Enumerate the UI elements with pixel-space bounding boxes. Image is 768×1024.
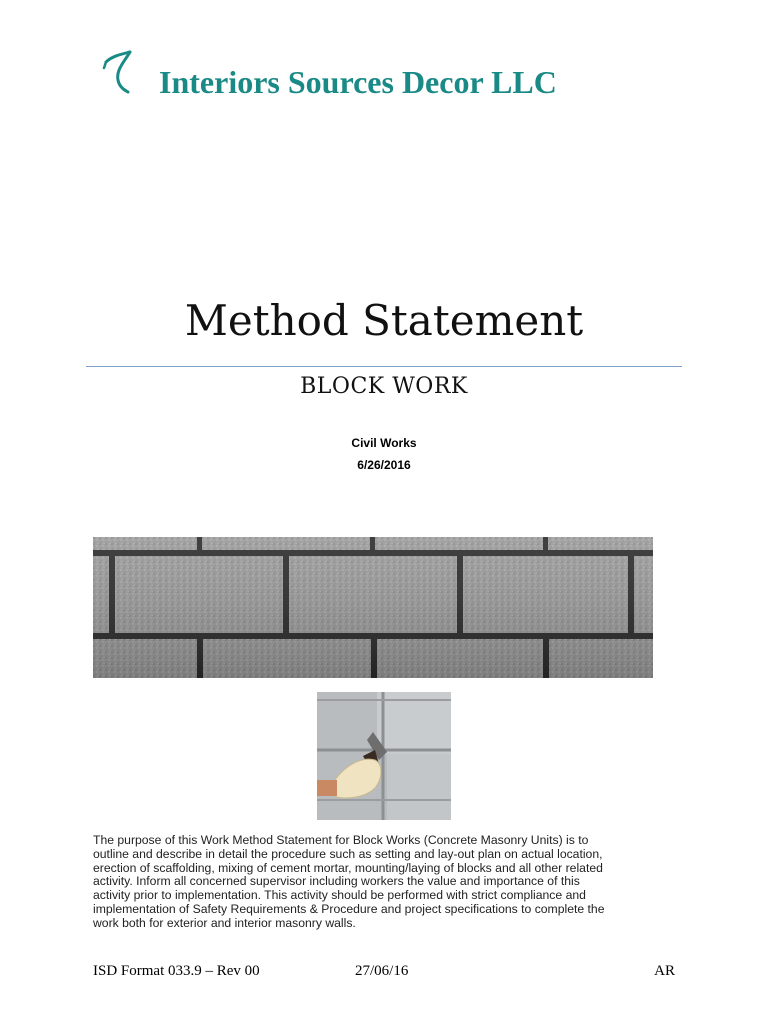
purpose-line: activity prior to implementation. This activity should be performed with strict compliance and bbox=[93, 888, 586, 903]
document-date: 6/26/2016 bbox=[357, 458, 411, 472]
footer-initials: AR bbox=[654, 963, 675, 979]
purpose-line: implementation of Safety Requirements & Procedure and project specifications to complete the bbox=[93, 901, 605, 916]
document-title: Method Statement bbox=[184, 296, 584, 345]
purpose-line: erection of scaffolding, mixing of cement mortar, mounting/laying of blocks and all other related bbox=[93, 860, 603, 875]
footer-format-code: ISD Format 033.9 – Rev 00 bbox=[93, 963, 260, 979]
department-label: Civil Works bbox=[351, 436, 417, 450]
title-divider bbox=[86, 366, 682, 367]
company-name: Interiors Sources Decor LLC bbox=[159, 64, 557, 100]
footer-date: 27/06/16 bbox=[355, 963, 409, 979]
purpose-line: work both for exterior and interior masonry walls. bbox=[93, 915, 356, 930]
purpose-line: activity. Inform all concerned supervisor including workers the value and importance of this bbox=[93, 874, 580, 889]
purpose-line: outline and describe in detail the procedure such as setting and lay-out plan on actual location, bbox=[93, 846, 603, 861]
page-footer bbox=[93, 963, 675, 983]
document-subtitle: BLOCK WORK bbox=[300, 374, 468, 399]
purpose-paragraph bbox=[93, 834, 673, 931]
block-wall-image bbox=[93, 537, 653, 678]
company-logo-icon bbox=[100, 48, 144, 96]
mason-worker-image bbox=[317, 692, 451, 820]
purpose-line: The purpose of this Work Method Statement for Block Works (Concrete Masonry Units) is to bbox=[93, 833, 589, 847]
